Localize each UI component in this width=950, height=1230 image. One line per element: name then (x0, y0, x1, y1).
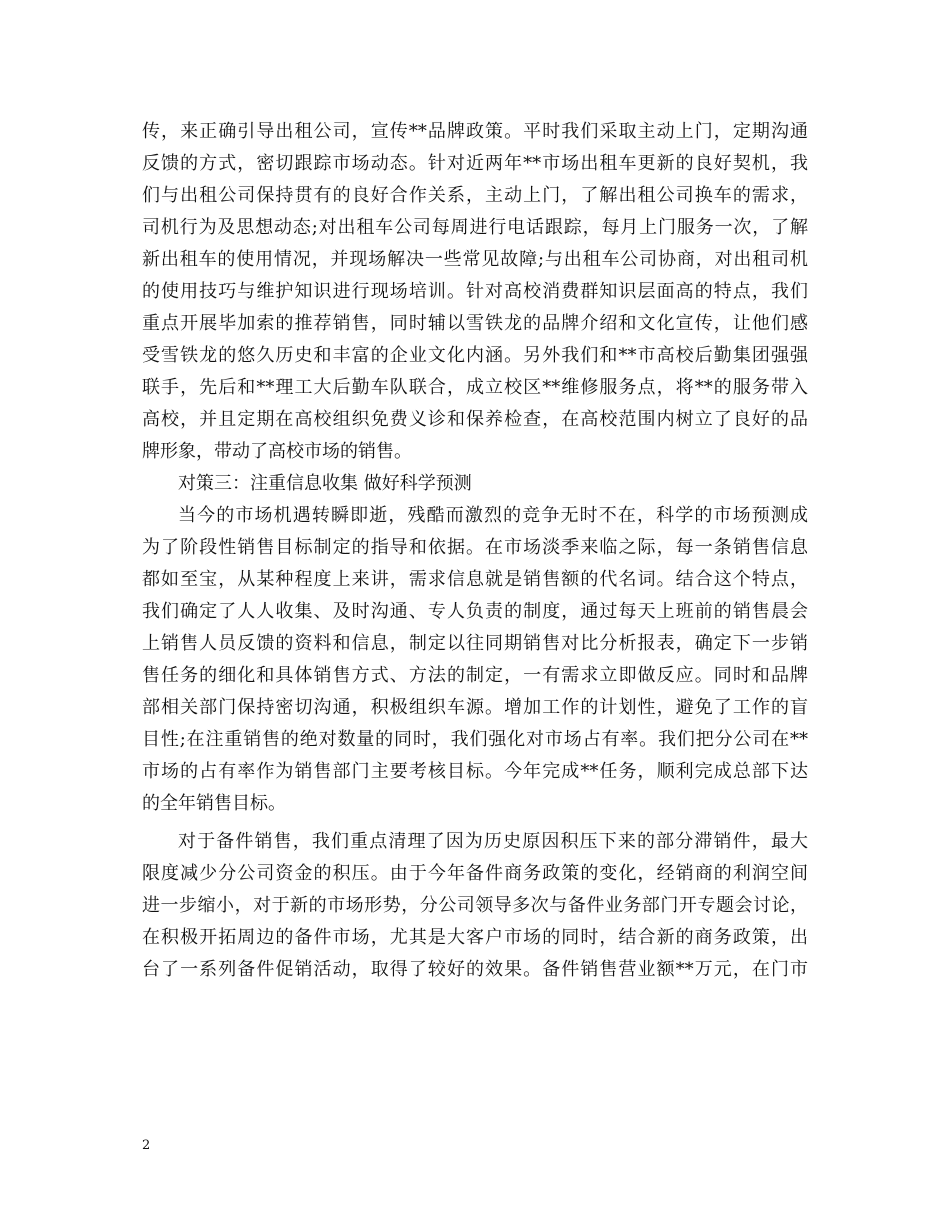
text-line: 联手，先后和**理工大后勤车队联合，成立校区**维修服务点，将**的服务带入 (142, 377, 808, 398)
text-line: 市场的占有率作为销售部门主要考核目标。今年完成**任务，顺利完成总部下达 (142, 761, 808, 782)
text-line: 部相关部门保持密切沟通，积极组织车源。增加工作的计划性，避免了工作的盲 (142, 697, 808, 718)
text-line: 牌形象，带动了高校市场的销售。 (142, 441, 412, 462)
text-line: 在积极开拓周边的备件市场，尤其是大客户市场的同时，结合新的商务政策，出 (142, 927, 808, 948)
text-line: 目性;在注重销售的绝对数量的同时，我们强化对市场占有率。我们把分公司在** (142, 729, 808, 750)
paragraph-service-campaign (142, 116, 808, 468)
document-body (142, 116, 808, 986)
text-line: 为了阶段性销售目标制定的指导和依据。在市场淡季来临之际，每一条销售信息 (142, 537, 808, 558)
text-line: 我们确定了人人收集、及时沟通、专人负责的制度，通过每天上班前的销售晨会 (142, 601, 808, 622)
text-line: 进一步缩小，对于新的市场形势，分公司领导多次与备件业务部门开专题会讨论， (142, 895, 808, 916)
text-line: 重点开展毕加索的推荐销售，同时辅以雪铁龙的品牌介绍和文化宣传，让他们感 (142, 313, 808, 334)
paragraph-market-forecast (142, 500, 808, 820)
text-line: 司机行为及思想动态;对出租车公司每周进行电话跟踪，每月上门服务一次，了解 (142, 217, 808, 238)
page-number: 2 (142, 1138, 151, 1153)
text-line: 的使用技巧与维护知识进行现场培训。针对高校消费群知识层面高的特点，我们 (142, 281, 808, 302)
text-line: 传，来正确引导出租公司，宣传**品牌政策。平时我们采取主动上门，定期沟通 (142, 121, 808, 142)
text-line: 上销售人员反馈的资料和信息，制定以往同期销售对比分析报表，确定下一步销 (142, 633, 808, 654)
text-line: 受雪铁龙的悠久历史和丰富的企业文化内涵。另外我们和**市高校后勤集团强强 (142, 345, 808, 366)
section-heading (142, 468, 808, 500)
text-line: 的全年销售目标。 (142, 793, 286, 814)
text-line: 台了一系列备件促销活动，取得了较好的效果。备件销售营业额**万元，在门市 (142, 959, 808, 980)
text-line: 们与出租公司保持贯有的良好合作关系，主动上门，了解出租公司换车的需求， (142, 185, 808, 206)
text-line: 当今的市场机遇转瞬即逝，残酷而激烈的竞争无时不在，科学的市场预测成 (178, 505, 808, 526)
text-line: 新出租车的使用情况，并现场解决一些常见故障;与出租车公司协商，对出租司机 (142, 249, 808, 270)
text-line: 对于备件销售，我们重点清理了因为历史原因积压下来的部分滞销件，最大 (178, 831, 808, 852)
text-line: 反馈的方式，密切跟踪市场动态。针对近两年**市场出租车更新的良好契机，我 (142, 153, 808, 174)
text-line: 高校，并且定期在高校组织免费义诊和保养检查，在高校范围内树立了良好的品 (142, 409, 808, 430)
text-line: 限度减少分公司资金的积压。由于今年备件商务政策的变化，经销商的利润空间 (142, 863, 808, 884)
heading-strategy-three: 对策三：注重信息收集 做好科学预测 (178, 473, 472, 494)
text-line: 都如至宝，从某种程度上来讲，需求信息就是销售额的代名词。结合这个特点， (142, 569, 808, 590)
paragraph-parts-sales (142, 826, 808, 986)
text-line: 售任务的细化和具体销售方式、方法的制定，一有需求立即做反应。同时和品牌 (142, 665, 808, 686)
